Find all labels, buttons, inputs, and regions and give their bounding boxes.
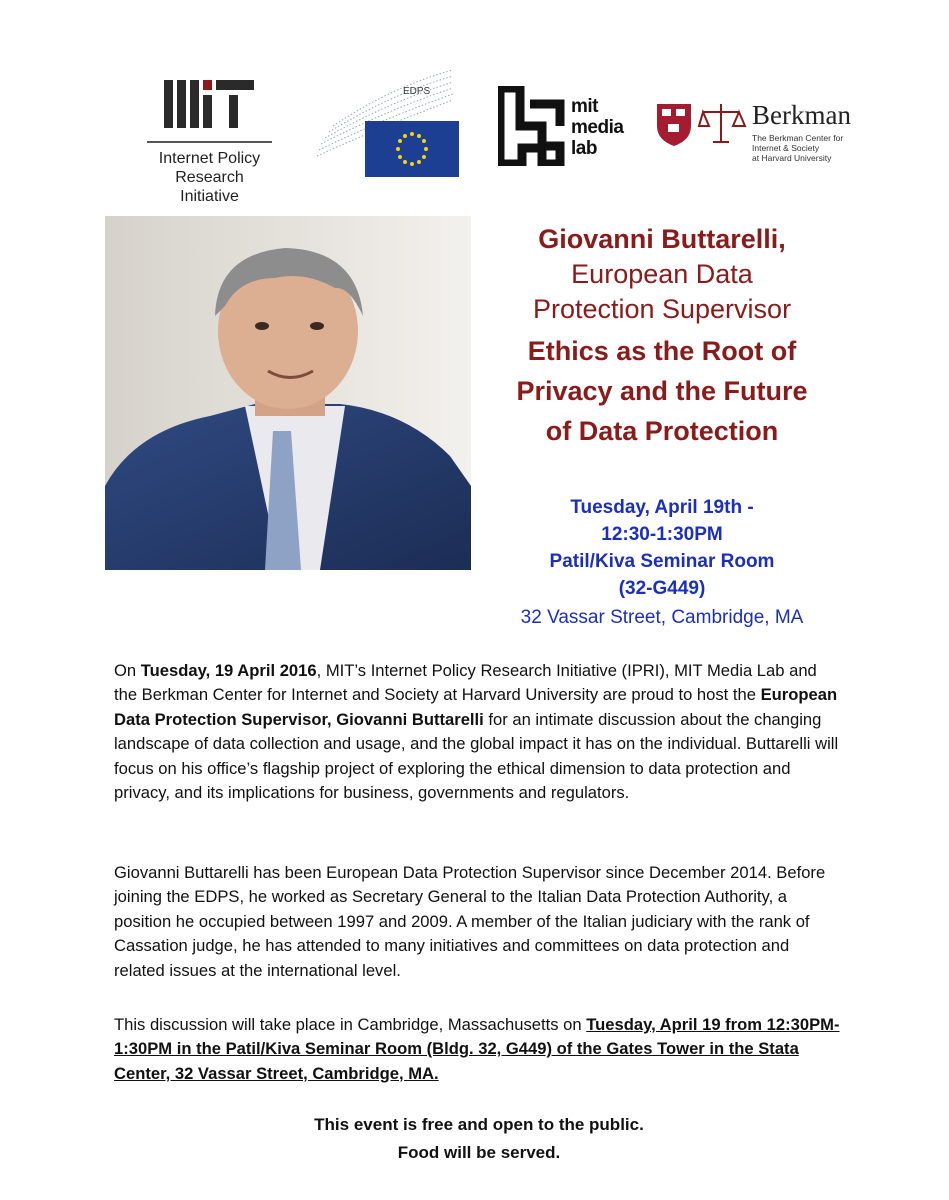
- p3-location-details: Tuesday, April 19 from 12:30PM-1:30PM in the Patil/Kiva Seminar Room (Bldg. 32, G449) of the Gates Tower in the Stata Center, 32 Vassar Street, Cambridge, MA.: [114, 1015, 840, 1083]
- berkman-logo: [655, 100, 855, 163]
- event-details: [478, 494, 846, 631]
- edps-label: EDPS: [403, 86, 431, 97]
- mit-media-lab-logo: [498, 86, 633, 166]
- footer-line-1: This event is free and open to the public.: [314, 1115, 644, 1134]
- media-lab-line-2: media: [571, 117, 624, 138]
- intro-paragraph: [114, 659, 844, 805]
- p1-text-a: On: [114, 661, 141, 680]
- p1-speaker: European Data Protection Supervisor, Giovanni Buttarelli: [114, 685, 838, 729]
- media-lab-line-3: lab: [571, 138, 597, 159]
- ipri-line-2: Research: [175, 169, 244, 186]
- ipri-line-3: Initiative: [180, 188, 239, 205]
- footer-line-2: Food will be served.: [397, 1143, 561, 1162]
- p1-date: Tuesday, 19 April 2016: [140, 661, 317, 680]
- edps-logo-graphic: [313, 66, 459, 178]
- location-paragraph: [114, 1013, 844, 1086]
- bio-paragraph: Giovanni Buttarelli has been European Data Protection Supervisor since December 2014. Before joining the EDPS, he worked as Secretary General to the Italian Data Protection Authority, a position he occupied between 1997 and 2009. A member of the Italian judiciary with the rank of Cassation judge, he has attended to many initiatives and committees on data protection and related issues at the international level.: [114, 863, 826, 980]
- event-time: 12:30-1:30PM: [601, 524, 723, 545]
- speaker-role-line-1: European Data: [571, 259, 753, 289]
- headline-block: [478, 222, 846, 451]
- talk-title-line-3: of Data Protection: [545, 416, 779, 446]
- speaker-role-line-2: Protection Supervisor: [532, 294, 792, 324]
- event-room: Patil/Kiva Seminar Room: [549, 551, 775, 572]
- berkman-sub-2: at Harvard University: [752, 153, 832, 163]
- ipri-line-1: Internet Policy: [158, 150, 261, 167]
- event-day: Tuesday, April 19th -: [570, 497, 754, 518]
- edps-logo: [313, 66, 459, 178]
- media-lab-mark: [498, 86, 568, 166]
- talk-title-line-1: Ethics as the Root of: [527, 336, 797, 366]
- speaker-name: Giovanni Buttarelli,: [538, 224, 786, 254]
- portrait-illustration: [105, 216, 471, 570]
- media-lab-line-1: mit: [571, 96, 598, 117]
- p1-text-c: , MIT’s Internet Policy Research Initiative (IPRI), MIT Media Lab and the Berkman Center for Internet and Society at Harvard University are proud to host the: [114, 661, 817, 705]
- event-address: 32 Vassar Street, Cambridge, MA: [520, 607, 804, 628]
- p3-text-a: This discussion will take place in Cambridge, Massachusetts on: [114, 1015, 587, 1034]
- harvard-shield-icon: [655, 100, 750, 148]
- talk-title-line-2: Privacy and the Future: [516, 376, 808, 406]
- event-room-code: (32-G449): [618, 578, 706, 599]
- scales-of-justice-icon: [699, 104, 745, 142]
- berkman-sub-1: The Berkman Center for Internet & Society: [752, 133, 844, 153]
- mit-logo-mark: [147, 78, 272, 130]
- berkman-name: Berkman: [752, 100, 851, 130]
- speaker-photo: [105, 216, 471, 570]
- p1-text-e: for an intimate discussion about the changing landscape of data collection and usage, and the global impact it has on the individual. Buttarelli will focus on his office’s flagship project of exploring the ethical dimension to data protection and privacy, and its implications for business, governments and regulators.: [114, 709, 839, 803]
- footer-note: [114, 1111, 844, 1167]
- mit-ipri-logo: [147, 78, 272, 206]
